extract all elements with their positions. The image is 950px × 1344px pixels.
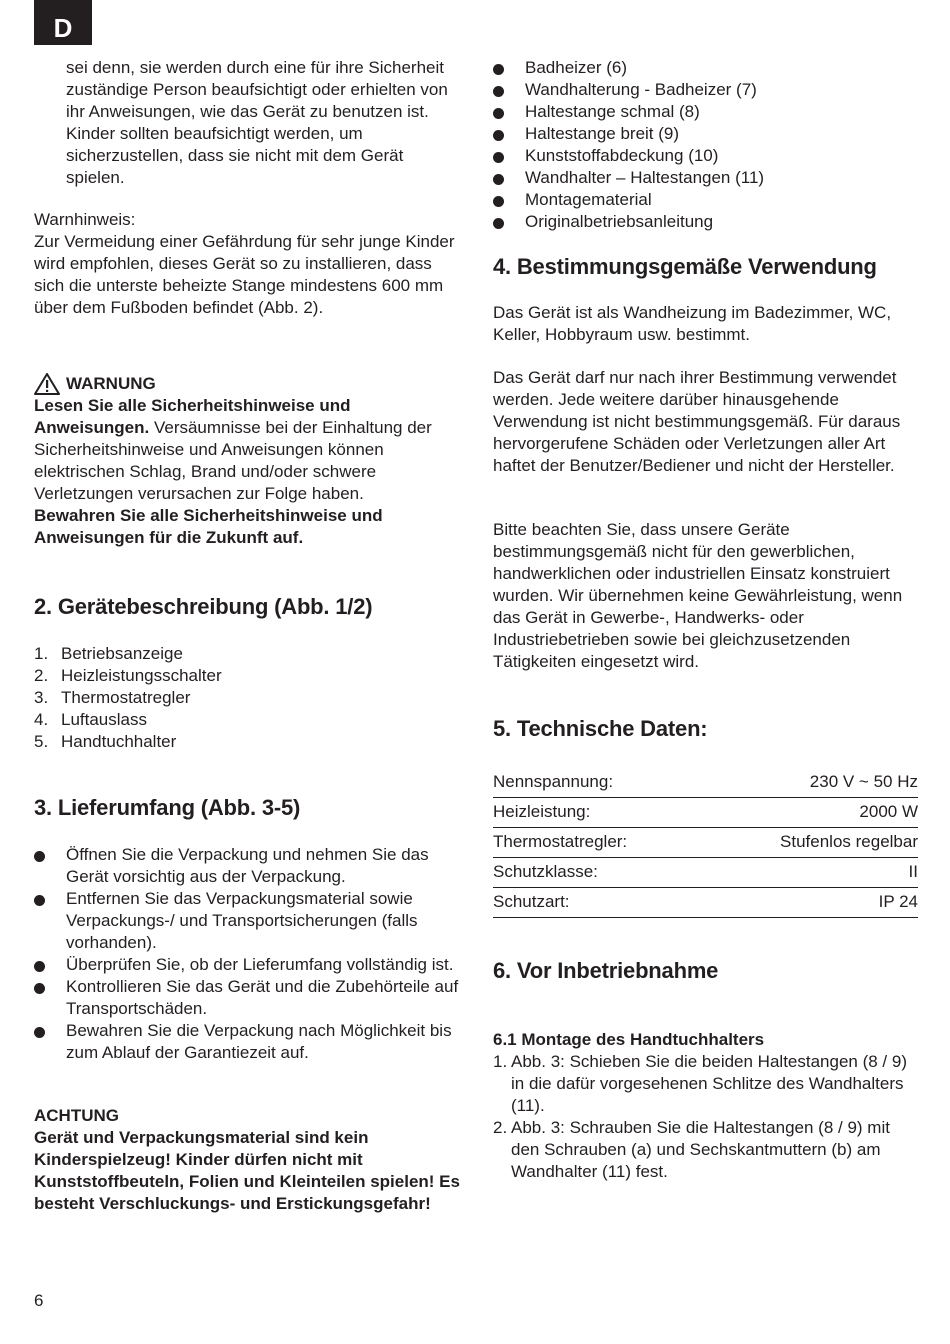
warning-note-text: Zur Vermeidung einer Gefährdung für sehr junge Kinder wird empfohlen, dieses Gerät so zu installieren, dass sich die unterste beheizte Stange mindestens 600 mm über dem Fußboden befindet (Abb. 2). [34,232,455,317]
list-item: Originalbetriebsanleitung [493,211,918,233]
list-item: 5. Handtuchhalter [34,732,177,751]
list-item: Entfernen Sie das Verpackungsmaterial sowie Verpackungs-/ und Transportsicherungen (falls vorhanden). [34,888,464,954]
spec-label: Nennspannung: [493,768,703,798]
spec-value: IP 24 [703,888,918,918]
attention-text: Gerät und Verpackungsmaterial sind kein Kinderspielzeug! Kinder dürfen nicht mit Kunststoffbeuteln, Folien und Kleinteilen spielen! Es besteht Verschluckungs- und Erstickungsgefahr! [34,1128,460,1213]
list-item: Badheizer (6) [493,57,918,79]
attention-block [34,1105,464,1215]
scope-of-delivery-list [493,57,918,233]
list-item: Überprüfen Sie, ob der Lieferumfang vollständig ist. [34,954,464,976]
warning-note-title: Warnhinweis: [34,210,136,229]
spec-value: 2000 W [703,798,918,828]
intended-use-paragraph-2: Das Gerät darf nur nach ihrer Bestimmung verwendet werden. Jede weitere darüber hinausgehende Verwendung ist nicht bestimmungsgemäß. Für daraus hervorgerufene Schäden oder Verletzungen aller Art haftet der Benutzer/Bediener und nicht der Hersteller. [493,368,901,475]
unpacking-list [34,844,464,1064]
spec-value: 230 V ~ 50 Hz [703,768,918,798]
spec-label: Schutzklasse: [493,858,703,888]
section-6-1-title: 6.1 Montage des Handtuchhalters [493,1030,765,1049]
list-item: Kunststoffabdeckung (10) [493,145,918,167]
intended-use-paragraph-3: Bitte beachten Sie, dass unsere Geräte bestimmungsgemäß nicht für den gewerblichen, handwerklichen oder industriellen Einsatz konstruiert wurden. Wir übernehmen keine Gewährleistung, wenn das Gerät in Gewerbe-, Handwerks- oder Industriebetrieben sowie bei gleichzusetzenden Tätigkeiten eingesetzt wird. [493,520,903,671]
list-item: Haltestange breit (9) [493,123,918,145]
list-item: Montagematerial [493,189,918,211]
intended-use-paragraph-1: Das Gerät ist als Wandheizung im Badezimmer, WC, Keller, Hobbyraum usw. bestimmt. [493,303,892,344]
list-item: Bewahren Sie die Verpackung nach Möglichkeit bis zum Ablauf der Garantiezeit auf. [34,1020,464,1064]
attention-title: ACHTUNG [34,1106,119,1125]
list-item: Kontrollieren Sie das Gerät und die Zubehörteile auf Transportschäden. [34,976,464,1020]
warning-title: WARNUNG [66,374,156,393]
spec-label: Schutzart: [493,888,703,918]
table-row [493,768,918,798]
warning-triangle-icon [34,373,60,395]
list-item: 2. Abb. 3: Schrauben Sie die Haltestangen (8 / 9) mit den Schrauben (a) und Sechskantmuttern (b) am Wandhalter (11) fest. [493,1118,890,1181]
section-5-title: 5. Technische Daten: [493,716,708,741]
spec-label: Heizleistung: [493,798,703,828]
section-3-title: 3. Lieferumfang (Abb. 3-5) [34,795,301,820]
warning-body: Versäumnisse bei der Einhaltung der Sicherheitshinweise und Anweisungen können elektrischen Schlag, Brand und/oder schwere Verletzungen verursachen zur Folge haben. [34,418,432,503]
list-item: 1. Betriebsanzeige [34,644,183,663]
list-item: Öffnen Sie die Verpackung und nehmen Sie das Gerät vorsichtig aus der Verpackung. [34,844,464,888]
language-tab: D [34,0,92,45]
section-6-title: 6. Vor Inbetriebnahme [493,958,719,983]
list-item: Wandhalter – Haltestangen (11) [493,167,918,189]
technical-data-table [493,768,918,918]
spec-label: Thermostatregler: [493,828,703,858]
spec-value: Stufenlos regelbar [703,828,918,858]
spec-value: II [703,858,918,888]
warning-keep-notice: Bewahren Sie alle Sicherheitshinweise und Anweisungen für die Zukunft auf. [34,506,383,547]
table-row [493,888,918,918]
mounting-steps [493,1051,918,1183]
device-parts-list [34,643,464,753]
list-item: Haltestange schmal (8) [493,101,918,123]
warning-bold-lead: Lesen Sie alle Sicherheitshinweise und Anweisungen. [34,396,351,437]
warning-text [34,395,464,505]
list-item: 1. Abb. 3: Schieben Sie die beiden Haltestangen (8 / 9) in die dafür vorgesehenen Schlitze des Wandhalters (11). [493,1052,907,1115]
warning-note [34,209,464,319]
list-item: 4. Luftauslass [34,710,147,729]
list-item: 3. Thermostatregler [34,688,191,707]
table-row [493,858,918,888]
intro-paragraph: sei denn, sie werden durch eine für ihre Sicherheit zuständige Person beaufsichtigt oder erhielten von ihr Anweisungen, wie das Gerät zu benutzen ist. Kinder sollten beaufsichtigt werden, um sicherzustellen, dass sie nicht mit dem Gerät spielen. [66,58,448,187]
section-2-title: 2. Gerätebeschreibung (Abb. 1/2) [34,594,373,619]
page-number: 6 [34,1291,44,1310]
table-row [493,798,918,828]
warning-heading [34,373,464,395]
warning-block [34,373,464,549]
list-item: Wandhalterung - Badheizer (7) [493,79,918,101]
section-4-title: 4. Bestimmungsgemäße Verwendung [493,254,877,279]
table-row [493,828,918,858]
list-item: 2. Heizleistungsschalter [34,666,222,685]
